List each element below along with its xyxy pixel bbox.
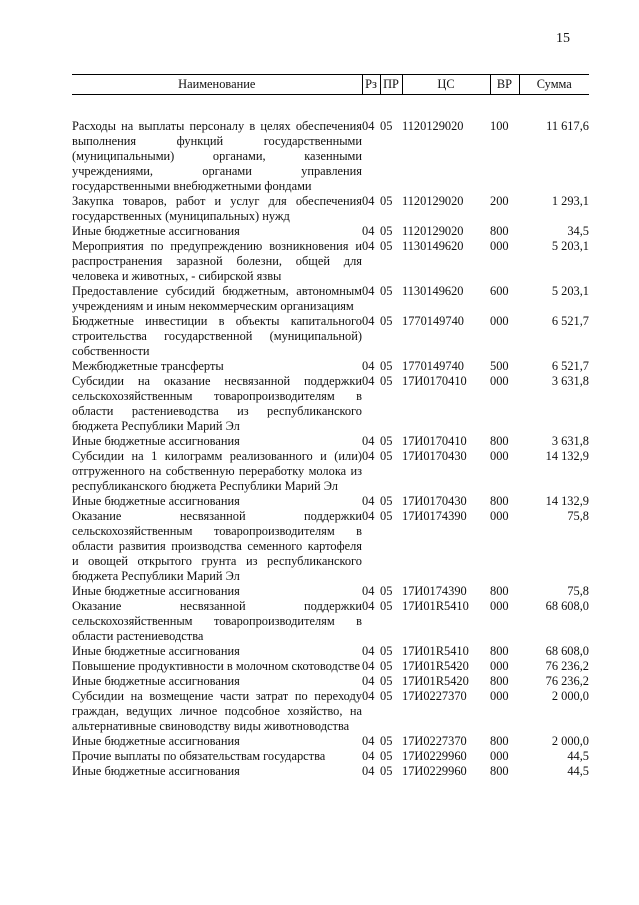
row-name: Иные бюджетные ассигнования xyxy=(72,434,240,448)
row-cs: 1770149740 xyxy=(402,314,464,328)
table-row xyxy=(72,314,589,359)
row-rz: 04 xyxy=(362,689,375,703)
row-cs: 17И0170410 xyxy=(402,374,467,388)
row-pr: 05 xyxy=(380,119,393,133)
row-pr: 05 xyxy=(380,599,393,613)
row-rz: 04 xyxy=(362,119,375,133)
row-pr: 05 xyxy=(380,584,393,598)
row-sum: 14 132,9 xyxy=(545,449,589,463)
row-name: Закупка товаров, работ и услуг для обеспечения государственных (муниципальных) нужд xyxy=(72,194,362,223)
row-name: Предоставление субсидий бюджетным, автономным учреждениям и иным некоммерческим организациям xyxy=(72,284,362,313)
table-row xyxy=(72,359,589,374)
row-name: Субсидии на 1 килограмм реализованного и (или) отгруженного на собственную переработку молока из республиканского бюджета Республики Марий Эл xyxy=(72,449,362,493)
row-vr: 000 xyxy=(490,314,509,328)
table-row xyxy=(72,284,589,314)
row-vr: 100 xyxy=(490,119,509,133)
table-row xyxy=(72,689,589,734)
row-name: Иные бюджетные ассигнования xyxy=(72,584,240,598)
row-rz: 04 xyxy=(362,194,375,208)
row-cs: 1120129020 xyxy=(402,194,464,208)
table-row xyxy=(72,374,589,434)
row-vr: 000 xyxy=(490,239,509,253)
row-pr: 05 xyxy=(380,689,393,703)
row-cs: 17И0170430 xyxy=(402,449,467,463)
row-rz: 04 xyxy=(362,674,375,688)
table-row xyxy=(72,584,589,599)
table-header xyxy=(72,75,589,95)
row-cs: 1120129020 xyxy=(402,119,464,133)
row-vr: 800 xyxy=(490,734,509,748)
row-sum: 5 203,1 xyxy=(551,284,589,298)
row-pr: 05 xyxy=(380,374,393,388)
row-pr: 05 xyxy=(380,674,393,688)
row-rz: 04 xyxy=(362,659,375,673)
budget-table xyxy=(72,74,589,779)
row-rz: 04 xyxy=(362,599,375,613)
row-vr: 800 xyxy=(490,224,509,238)
table-row xyxy=(72,764,589,779)
table-row xyxy=(72,239,589,284)
row-sum: 3 631,8 xyxy=(551,374,589,388)
row-sum: 75,8 xyxy=(567,584,589,598)
row-sum: 6 521,7 xyxy=(551,314,589,328)
row-vr: 000 xyxy=(490,509,509,523)
row-pr: 05 xyxy=(380,194,393,208)
row-pr: 05 xyxy=(380,764,393,778)
row-vr: 800 xyxy=(490,644,509,658)
row-name: Иные бюджетные ассигнования xyxy=(72,494,240,508)
row-sum: 2 000,0 xyxy=(551,689,589,703)
row-sum: 11 617,6 xyxy=(546,119,589,133)
row-cs: 17И0174390 xyxy=(402,509,467,523)
row-cs: 17И01R5410 xyxy=(402,599,469,613)
row-sum: 44,5 xyxy=(567,749,589,763)
row-rz: 04 xyxy=(362,434,375,448)
row-sum: 5 203,1 xyxy=(551,239,589,253)
row-pr: 05 xyxy=(380,284,393,298)
row-pr: 05 xyxy=(380,239,393,253)
row-cs: 17И0229960 xyxy=(402,749,467,763)
row-vr: 000 xyxy=(490,749,509,763)
row-sum: 6 521,7 xyxy=(551,359,589,373)
row-vr: 000 xyxy=(490,659,509,673)
row-cs: 1130149620 xyxy=(402,284,464,298)
row-vr: 600 xyxy=(490,284,509,298)
row-rz: 04 xyxy=(362,314,375,328)
row-vr: 500 xyxy=(490,359,509,373)
row-pr: 05 xyxy=(380,494,393,508)
row-sum: 68 608,0 xyxy=(545,644,589,658)
row-sum: 2 000,0 xyxy=(551,734,589,748)
row-rz: 04 xyxy=(362,734,375,748)
header-name: Наименование xyxy=(72,75,362,95)
row-pr: 05 xyxy=(380,734,393,748)
row-rz: 04 xyxy=(362,224,375,238)
header-cs: ЦС xyxy=(402,75,490,95)
table-row xyxy=(72,644,589,659)
row-vr: 000 xyxy=(490,449,509,463)
row-vr: 800 xyxy=(490,434,509,448)
row-pr: 05 xyxy=(380,434,393,448)
table-body xyxy=(72,95,589,780)
header-vr: ВР xyxy=(490,75,519,95)
row-rz: 04 xyxy=(362,239,375,253)
row-pr: 05 xyxy=(380,644,393,658)
row-sum: 75,8 xyxy=(567,509,589,523)
table-row xyxy=(72,95,589,195)
header-sum: Сумма xyxy=(519,75,589,95)
row-cs: 17И01R5410 xyxy=(402,644,469,658)
row-name: Иные бюджетные ассигнования xyxy=(72,644,240,658)
row-name: Бюджетные инвестиции в объекты капитального строительства государственной (муниципальной) собственности xyxy=(72,314,362,358)
row-rz: 04 xyxy=(362,374,375,388)
row-name: Субсидии на оказание несвязанной поддержки сельскохозяйственным товаропроизводителям в области растениеводства из республиканского бюджета Республики Марий Эл xyxy=(72,374,362,433)
header-rz: Рз xyxy=(362,75,380,95)
row-name: Повышение продуктивности в молочном скотоводстве xyxy=(72,659,361,673)
page-number: 15 xyxy=(556,31,570,46)
row-vr: 000 xyxy=(490,599,509,613)
row-sum: 14 132,9 xyxy=(545,494,589,508)
row-pr: 05 xyxy=(380,659,393,673)
table-row xyxy=(72,674,589,689)
table-row xyxy=(72,194,589,224)
row-cs: 1120129020 xyxy=(402,224,464,238)
table-row xyxy=(72,494,589,509)
row-vr: 800 xyxy=(490,764,509,778)
row-rz: 04 xyxy=(362,644,375,658)
table-row xyxy=(72,659,589,674)
row-vr: 000 xyxy=(490,689,509,703)
row-vr: 800 xyxy=(490,494,509,508)
row-name: Оказание несвязанной поддержки сельскохозяйственным товаропроизводителям в области растениеводства xyxy=(72,599,362,643)
row-cs: 17И0227370 xyxy=(402,689,467,703)
row-rz: 04 xyxy=(362,449,375,463)
row-vr: 800 xyxy=(490,584,509,598)
row-sum: 68 608,0 xyxy=(545,599,589,613)
row-cs: 17И0229960 xyxy=(402,764,467,778)
row-vr: 000 xyxy=(490,374,509,388)
row-pr: 05 xyxy=(380,449,393,463)
row-name: Оказание несвязанной поддержки сельскохозяйственным товаропроизводителям в области развития производства семенного картофеля и овощей открытого грунта из республиканского бюджета Республики Марий Эл xyxy=(72,509,362,583)
row-sum: 44,5 xyxy=(567,764,589,778)
row-rz: 04 xyxy=(362,749,375,763)
row-cs: 17И0174390 xyxy=(402,584,467,598)
row-cs: 1770149740 xyxy=(402,359,464,373)
row-pr: 05 xyxy=(380,359,393,373)
row-rz: 04 xyxy=(362,284,375,298)
row-rz: 04 xyxy=(362,359,375,373)
table-row xyxy=(72,749,589,764)
table-row xyxy=(72,434,589,449)
row-vr: 200 xyxy=(490,194,509,208)
row-cs: 17И01R5420 xyxy=(402,659,469,673)
row-name: Прочие выплаты по обязательствам государства xyxy=(72,749,326,763)
row-sum: 76 236,2 xyxy=(545,674,589,688)
row-sum: 76 236,2 xyxy=(545,659,589,673)
table-row xyxy=(72,509,589,584)
table-row xyxy=(72,449,589,494)
row-sum: 3 631,8 xyxy=(551,434,589,448)
row-cs: 1130149620 xyxy=(402,239,464,253)
row-vr: 800 xyxy=(490,674,509,688)
row-pr: 05 xyxy=(380,509,393,523)
row-name: Иные бюджетные ассигнования xyxy=(72,764,240,778)
row-cs: 17И0170410 xyxy=(402,434,467,448)
row-cs: 17И0170430 xyxy=(402,494,467,508)
row-cs: 17И0227370 xyxy=(402,734,467,748)
table-row xyxy=(72,224,589,239)
row-rz: 04 xyxy=(362,764,375,778)
row-name: Межбюджетные трансферты xyxy=(72,359,224,373)
row-pr: 05 xyxy=(380,749,393,763)
row-sum: 34,5 xyxy=(567,224,589,238)
row-name: Расходы на выплаты персоналу в целях обеспечения выполнения функций государственными (муниципальными) органами, казенными учреждениями, органами управления государственными внебюджетными фондами xyxy=(72,119,362,193)
row-pr: 05 xyxy=(380,224,393,238)
row-rz: 04 xyxy=(362,584,375,598)
table-row xyxy=(72,734,589,749)
row-sum: 1 293,1 xyxy=(551,194,589,208)
row-rz: 04 xyxy=(362,494,375,508)
row-name: Субсидии на возмещение части затрат по переходу граждан, ведущих личное подсобное хозяйство, на альтернативные свиноводству виды животноводства xyxy=(72,689,362,733)
row-rz: 04 xyxy=(362,509,375,523)
row-name: Иные бюджетные ассигнования xyxy=(72,734,240,748)
row-cs: 17И01R5420 xyxy=(402,674,469,688)
table-row xyxy=(72,599,589,644)
header-pr: ПР xyxy=(380,75,402,95)
row-name: Мероприятия по предупреждению возникновения и распространения заразной болезни, общей для человека и животных, - сибирской язвы xyxy=(72,239,362,283)
row-name: Иные бюджетные ассигнования xyxy=(72,224,240,238)
row-pr: 05 xyxy=(380,314,393,328)
row-name: Иные бюджетные ассигнования xyxy=(72,674,240,688)
